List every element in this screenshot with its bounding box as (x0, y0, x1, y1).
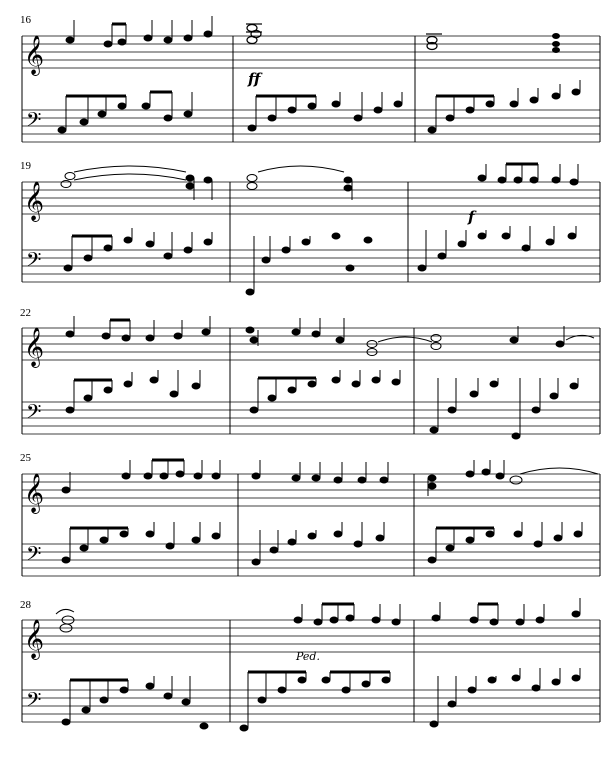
bass-clef: 𝄢 (26, 108, 42, 136)
system-4 (20, 452, 600, 576)
bass-staff (22, 250, 600, 282)
pedal-marking: Ped. (296, 650, 320, 663)
bass-clef: 𝄢 (26, 542, 42, 570)
bass-staff (22, 544, 600, 576)
chord (246, 24, 262, 44)
dynamic-marking: ff (248, 70, 261, 88)
treble-clef: 𝄞 (24, 181, 45, 221)
bass-staff (22, 110, 600, 142)
notes-treble (66, 16, 212, 47)
bass-clef: 𝄢 (26, 688, 42, 716)
treble-clef: 𝄞 (24, 473, 45, 513)
bass-staff (22, 690, 600, 722)
treble-staff (22, 182, 600, 214)
notes-bass (58, 80, 580, 133)
treble-staff (22, 620, 600, 652)
notes-bass (62, 668, 580, 731)
measure-number: 28 (20, 599, 31, 611)
treble-clef: 𝄞 (24, 35, 45, 75)
measure-number: 22 (20, 307, 31, 319)
notes-bass (66, 370, 578, 439)
notes-treble (56, 598, 580, 632)
system-5 (20, 598, 600, 731)
measure-number: 19 (20, 160, 31, 172)
bass-clef: 𝄢 (26, 248, 42, 276)
notes-bass (62, 522, 582, 565)
treble-staff (22, 328, 600, 360)
measure-number: 25 (20, 452, 31, 464)
notes-bass (64, 226, 576, 295)
treble-staff (22, 474, 600, 506)
system-2 (20, 160, 600, 295)
treble-clef: 𝄞 (24, 619, 45, 659)
bass-clef: 𝄢 (26, 400, 42, 428)
notes-treble (62, 460, 598, 496)
measure-number: 16 (20, 14, 31, 26)
treble-clef: 𝄞 (24, 327, 45, 367)
system-1 (20, 14, 600, 142)
bass-staff (22, 402, 600, 434)
dynamic-marking: f (468, 208, 475, 226)
system-3 (20, 307, 600, 439)
chord (552, 33, 560, 53)
